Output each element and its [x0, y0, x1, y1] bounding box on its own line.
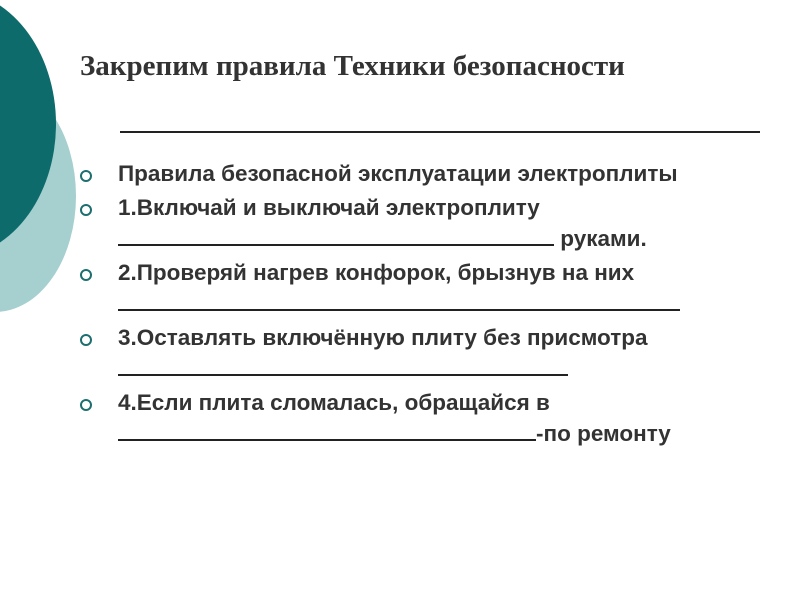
ring-bullet-icon [80, 399, 92, 411]
fill-in-blank [118, 222, 554, 246]
bullet-text: 1.Включай и выключай электроплиту [118, 195, 540, 220]
bullet-text: 4.Если плита сломалась, обращайся в [118, 390, 550, 415]
fill-in-blank [118, 287, 680, 311]
bullet-item [80, 389, 780, 448]
bullet-text: 2.Проверяй нагрев конфорок, брызнув на них [118, 260, 635, 285]
bullet-item [80, 194, 780, 253]
bullet-text: Правила безопасной эксплуатации электроплиты [118, 161, 678, 186]
bullet-text: 3.Оставлять включённую плиту без присмотра [118, 325, 648, 350]
bullet-item [80, 324, 780, 383]
bullet-item [80, 259, 780, 318]
bullet-text: руками. [554, 226, 647, 251]
ring-bullet-icon [80, 334, 92, 346]
bullet-text: -по ремонту [536, 421, 671, 446]
bullet-item [80, 160, 780, 188]
ring-bullet-icon [80, 204, 92, 216]
ring-bullet-icon [80, 269, 92, 281]
bullet-list [80, 160, 780, 454]
ring-bullet-icon [80, 170, 92, 182]
slide-title: Закрепим правила Техники безопасности [80, 50, 625, 82]
title-underline [120, 131, 760, 133]
fill-in-blank [118, 417, 536, 441]
fill-in-blank [118, 352, 568, 376]
